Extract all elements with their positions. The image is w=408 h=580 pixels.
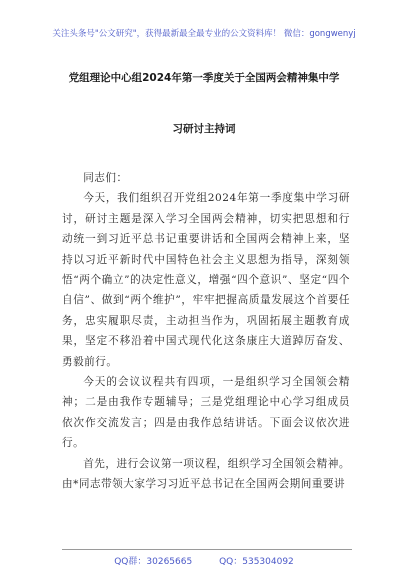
footer-divider — [62, 549, 352, 550]
footer-contacts — [0, 554, 408, 567]
document-title-line-1: 党组理论中心组2024年第一季度关于全国两会精神集中学 — [68, 72, 340, 84]
paragraph-2: 今天的会议议程共有四项，一是组织学习全国领会精神；二是由我作专题辅导；三是党组理论中心学习组成员依次作交流发言；四是由我作总结讲话。下面会议依次进行。 — [62, 376, 350, 450]
header-promo-note: 关注头条号"公文研究"，获得最新最全最专业的公文资料库！ 微信：gongwenyj — [52, 29, 356, 39]
paragraph-3: 首先，进行会议第一项议程，组织学习全国领会精神。由*同志带领大家学习习近平总书记在全国两会期间重要讲 — [62, 457, 350, 491]
document-title-line-2: 习研讨主持词 — [172, 123, 236, 135]
footer-qq-group: QQ群：30265665 — [114, 557, 193, 567]
paragraph-1: 今天，我们组织召开党组2024年第一季度集中学习研讨，研讨主题是深入学习全国两会精神，切实把思想和行动统一到习近平总书记重要讲话和全国两会精神上来，坚持以习近平新时代中国特色社会主义思想为指导，深刻领悟“两个确立”的决定性意义，增强“四个意识”、坚定“四个自信”、做到“两个维护”，牢牢把握高质量发展这个首要任务，忠实履职尽责，主动担当作为，巩固拓展主题教育成果，坚定不移沿着中国式现代化这条康庄大道踔厉奋发、勇毅前行。 — [62, 192, 350, 368]
footer-qq: QQ：535304092 — [219, 557, 294, 567]
salutation: 同志们： — [83, 172, 128, 184]
document-body — [62, 168, 350, 495]
